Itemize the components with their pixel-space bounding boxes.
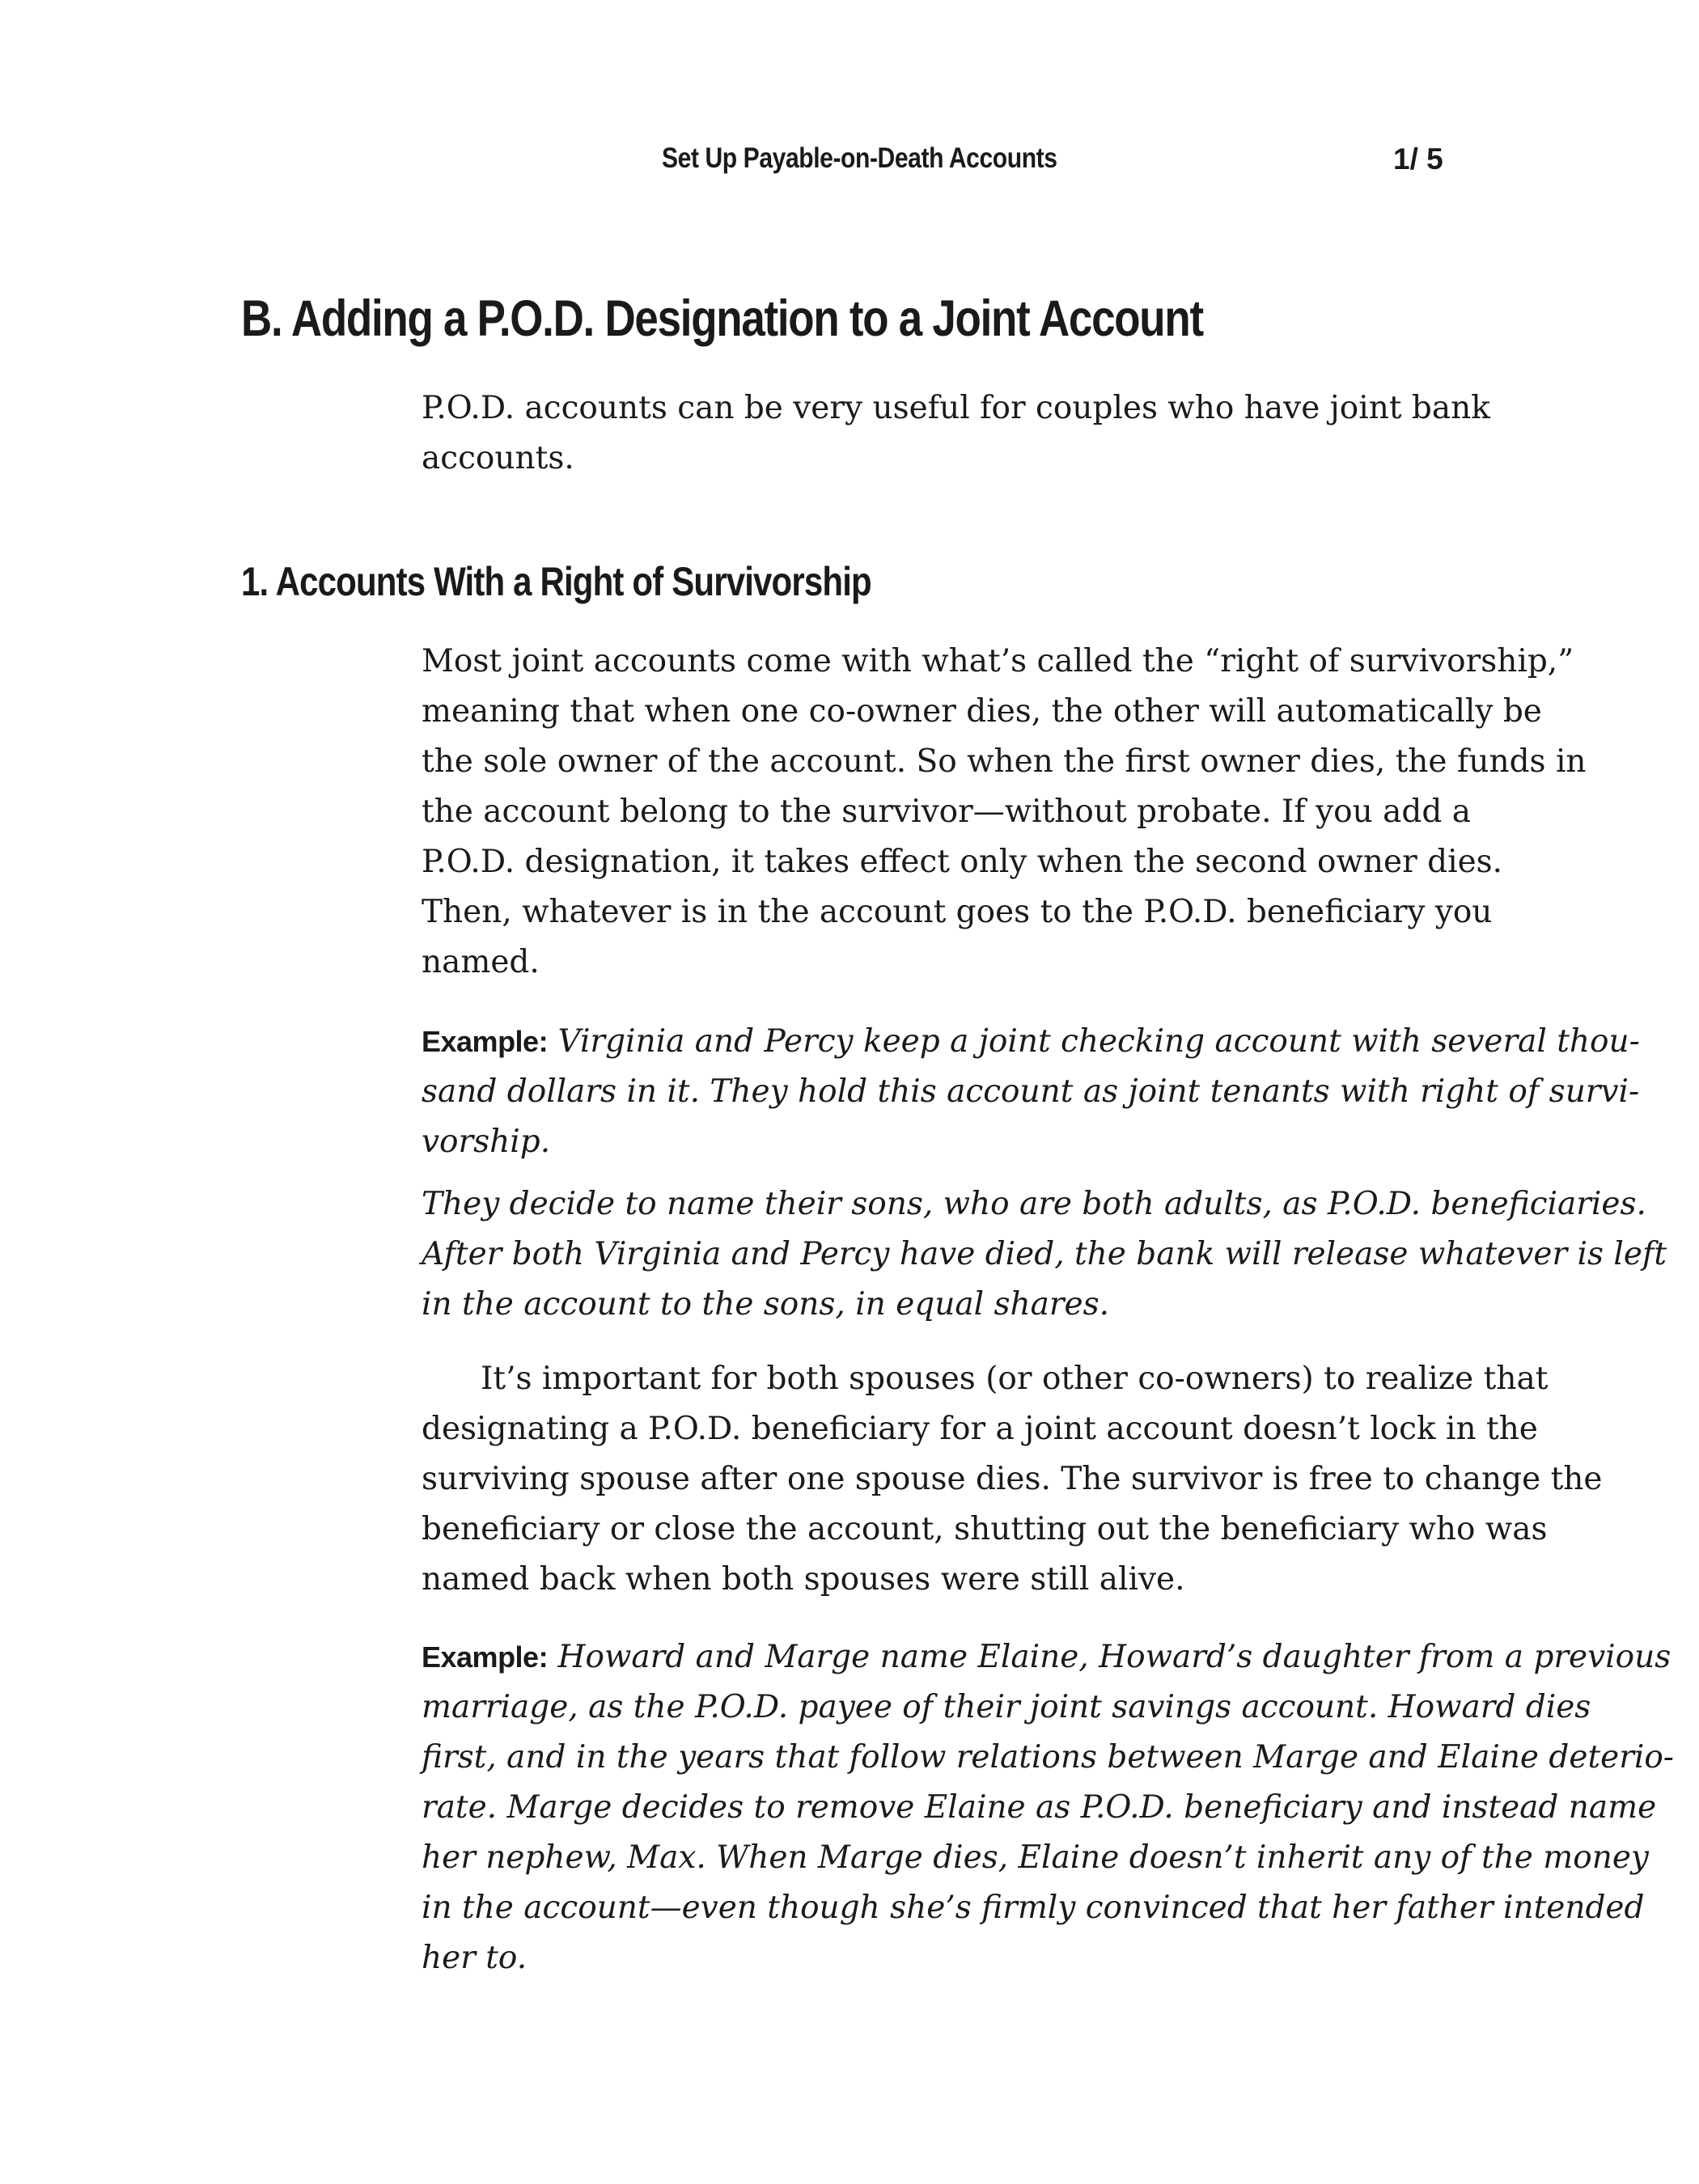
text-line: It’s important for both spouses (or other co-owners) to realize that [481,1361,1549,1397]
text-line: Then, whatever is in the account goes to the P.O.D. beneficiary you [422,894,1493,930]
example-text: Virginia and Percy keep a joint checking account with several thou- [557,1023,1640,1060]
text-line: the account belong to the survivor—without probate. If you add a [422,794,1471,830]
running-head-title: Set Up Payable-on-Death Accounts [662,142,1057,174]
text-line: in the account—even though she’s firmly convinced that her father intended [422,1890,1645,1926]
survivorship-paragraph [422,637,1587,988]
text-line: first, and in the years that follow relations between Marge and Elaine deterio- [422,1739,1674,1776]
text-line: sand dollars in it. They hold this account as joint tenants with right of survi- [422,1073,1640,1110]
example-label: Example: [422,1640,549,1674]
example-virginia-percy [422,1017,1640,1167]
example-first-line [422,1017,1640,1067]
text-line: the sole owner of the account. So when the first owner dies, the funds in [422,743,1587,780]
section-heading: B. Adding a P.O.D. Designation to a Joint Account [241,290,1203,347]
text-line: P.O.D. designation, it takes effect only when the second owner dies. [422,844,1503,880]
text-line: accounts. [422,440,574,476]
page-number: 1/ 5 [1393,142,1443,176]
text-line: marriage, as the P.O.D. payee of their joint savings account. Howard dies [422,1689,1591,1725]
intro-paragraph [422,383,1510,484]
text-line: designating a P.O.D. beneficiary for a joint account doesn’t lock in the [422,1411,1538,1447]
text-line: her to. [422,1940,527,1976]
text-line: Most joint accounts come with what’s called the “right of survivorship,” [422,643,1574,679]
example-howard-marge [422,1632,1674,1983]
subsection-heading: 1. Accounts With a Right of Survivorship [241,559,871,604]
text-line: her nephew, Max. When Marge dies, Elaine doesn’t inherit any of the money [422,1839,1649,1876]
text-line: After both Virginia and Percy have died, the bank will release whatever is left [422,1236,1667,1272]
text-line: They decide to name their sons, who are both adults, as P.O.D. beneficiaries. [422,1186,1646,1222]
text-line: named. [422,944,540,980]
text-line: named back when both spouses were still alive. [422,1561,1185,1598]
running-head [0,142,1699,183]
spouses-paragraph [422,1354,1603,1605]
text-line: beneficiary or close the account, shutting out the beneficiary who was [422,1511,1548,1547]
text-line: vorship. [422,1124,551,1160]
text-line: surviving spouse after one spouse dies. The survivor is free to change the [422,1461,1603,1497]
text-line: P.O.D. accounts can be very useful for couples who have joint bank [422,390,1490,426]
text-line: meaning that when one co-owner dies, the other will automatically be [422,693,1542,730]
example-first-line [422,1632,1671,1682]
example-text: Howard and Marge name Elaine, Howard’s daughter from a previous [557,1639,1671,1675]
example-virginia-percy-continued [422,1179,1667,1330]
example-label: Example: [422,1025,549,1058]
text-line: rate. Marge decides to remove Elaine as P.O.D. beneficiary and instead name [422,1789,1657,1826]
text-line: in the account to the sons, in equal shares. [422,1286,1110,1323]
